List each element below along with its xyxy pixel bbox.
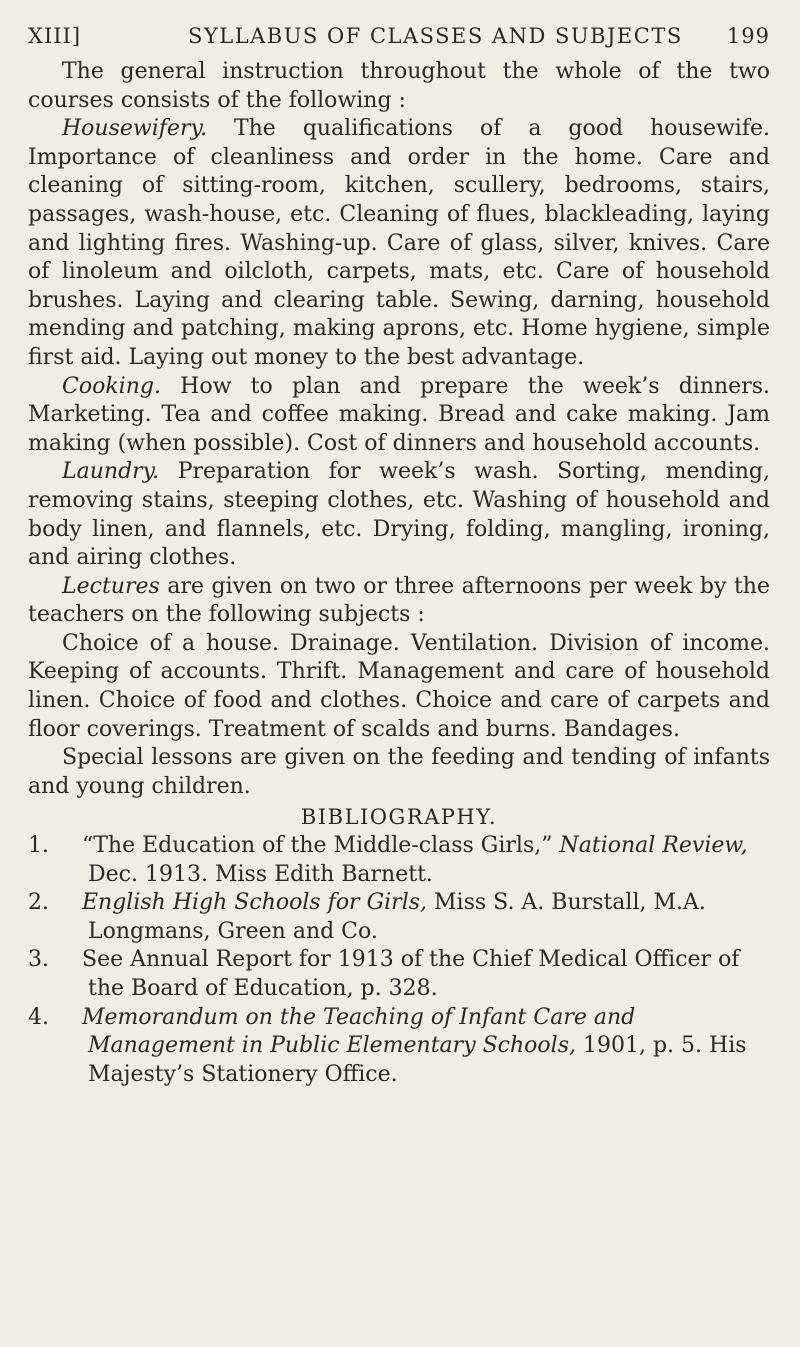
intro-text: The general instruction throughout the whole of the two courses consists of the following : xyxy=(28,59,770,113)
special-lessons-paragraph xyxy=(28,744,770,801)
lectures-text: are given on two or three afternoons per week by the teachers on the following subjects : xyxy=(28,573,770,628)
bibliography-item xyxy=(28,832,770,889)
laundry-paragraph xyxy=(28,458,770,572)
bibliography-heading: BIBLIOGRAPHY. xyxy=(300,805,498,830)
housewifery-text: The qualifications of a good housewife. Importance of cleanliness and order in the home. Care and cleaning of sitting-room, kitchen, scullery, bedrooms, stairs, passages, wash-house, etc. Cleaning of flues, blackleading, laying and lighting fires. Washing-up. Care of glass, silver, knives. Care of linoleum and oilcloth, carpets, mats, etc. Care of household brushes. Laying and clearing table. Sewing, darning, household mending and patching, making aprons, etc. Home hygiene, simple first aid. Laying out money to the best advantage. xyxy=(28,116,770,370)
housewifery-paragraph xyxy=(28,115,770,372)
bibliography-item xyxy=(28,1004,770,1090)
page-number: 199 xyxy=(726,24,770,48)
cooking-text: How to plan and prepare the week’s dinners. Marketing. Tea and coffee making. Bread and cake making. Jam making (when possible). Cost of dinners and household accounts. xyxy=(28,373,770,456)
lectures-paragraph xyxy=(28,573,770,630)
cooking-label: Cooking. xyxy=(62,373,161,399)
item-title: English High Schools for Girls, xyxy=(82,890,428,916)
item-text-rest: 1901, p. 5. His Majesty’s Stationery Office. xyxy=(88,1033,747,1087)
lecture-subjects-text: Choice of a house. Drainage. Ventilation. Division of income. Keeping of accounts. Thrift. Management and care of household linen. Choice of food and clothes. Choice and care of carpets and floor coverings. Treatment of scalds and burns. Bandages. xyxy=(28,630,770,742)
item-number: 1. xyxy=(28,833,49,859)
intro-paragraph xyxy=(28,58,770,115)
item-title: National Review, xyxy=(559,833,748,859)
running-head xyxy=(28,18,770,58)
item-text-rest: Miss S. A. Burstall, M.A. Longmans, Green and Co. xyxy=(88,890,706,944)
lectures-label: Lectures xyxy=(62,573,160,599)
bibliography-item xyxy=(28,889,770,946)
housewifery-label: Housewifery. xyxy=(62,116,207,142)
cooking-paragraph xyxy=(28,373,770,459)
item-title: Memorandum on the Teaching of Infant Care and Management in Public Elementary Schools, xyxy=(82,1004,636,1059)
bibliography-list xyxy=(28,832,770,1089)
item-text-rest: Dec. 1913. Miss Edith Barnett. xyxy=(88,861,433,887)
item-text: “The Education of the Middle-class Girls,” xyxy=(82,833,560,859)
item-number: 3. xyxy=(28,947,49,973)
laundry-label: Laundry. xyxy=(62,459,160,485)
chapter-number: XIII] xyxy=(28,24,82,48)
bibliography-item xyxy=(28,946,770,1003)
laundry-text: Preparation for week’s wash. Sorting, mending, removing stains, steeping clothes, etc. Washing of household and body linen, and flannels, etc. Drying, folding, mangling, ironing, and airing clothes. xyxy=(28,459,770,571)
running-title: SYLLABUS OF CLASSES AND SUBJECTS xyxy=(188,24,683,48)
item-number: 4. xyxy=(28,1004,49,1030)
lecture-subjects-paragraph xyxy=(28,630,770,744)
item-text: See Annual Report for 1913 of the Chief Medical Officer of the Board of Education, p. 328. xyxy=(82,947,740,1001)
item-number: 2. xyxy=(28,890,49,916)
special-lessons-text: Special lessons are given on the feeding and tending of infants and young children. xyxy=(28,745,770,799)
